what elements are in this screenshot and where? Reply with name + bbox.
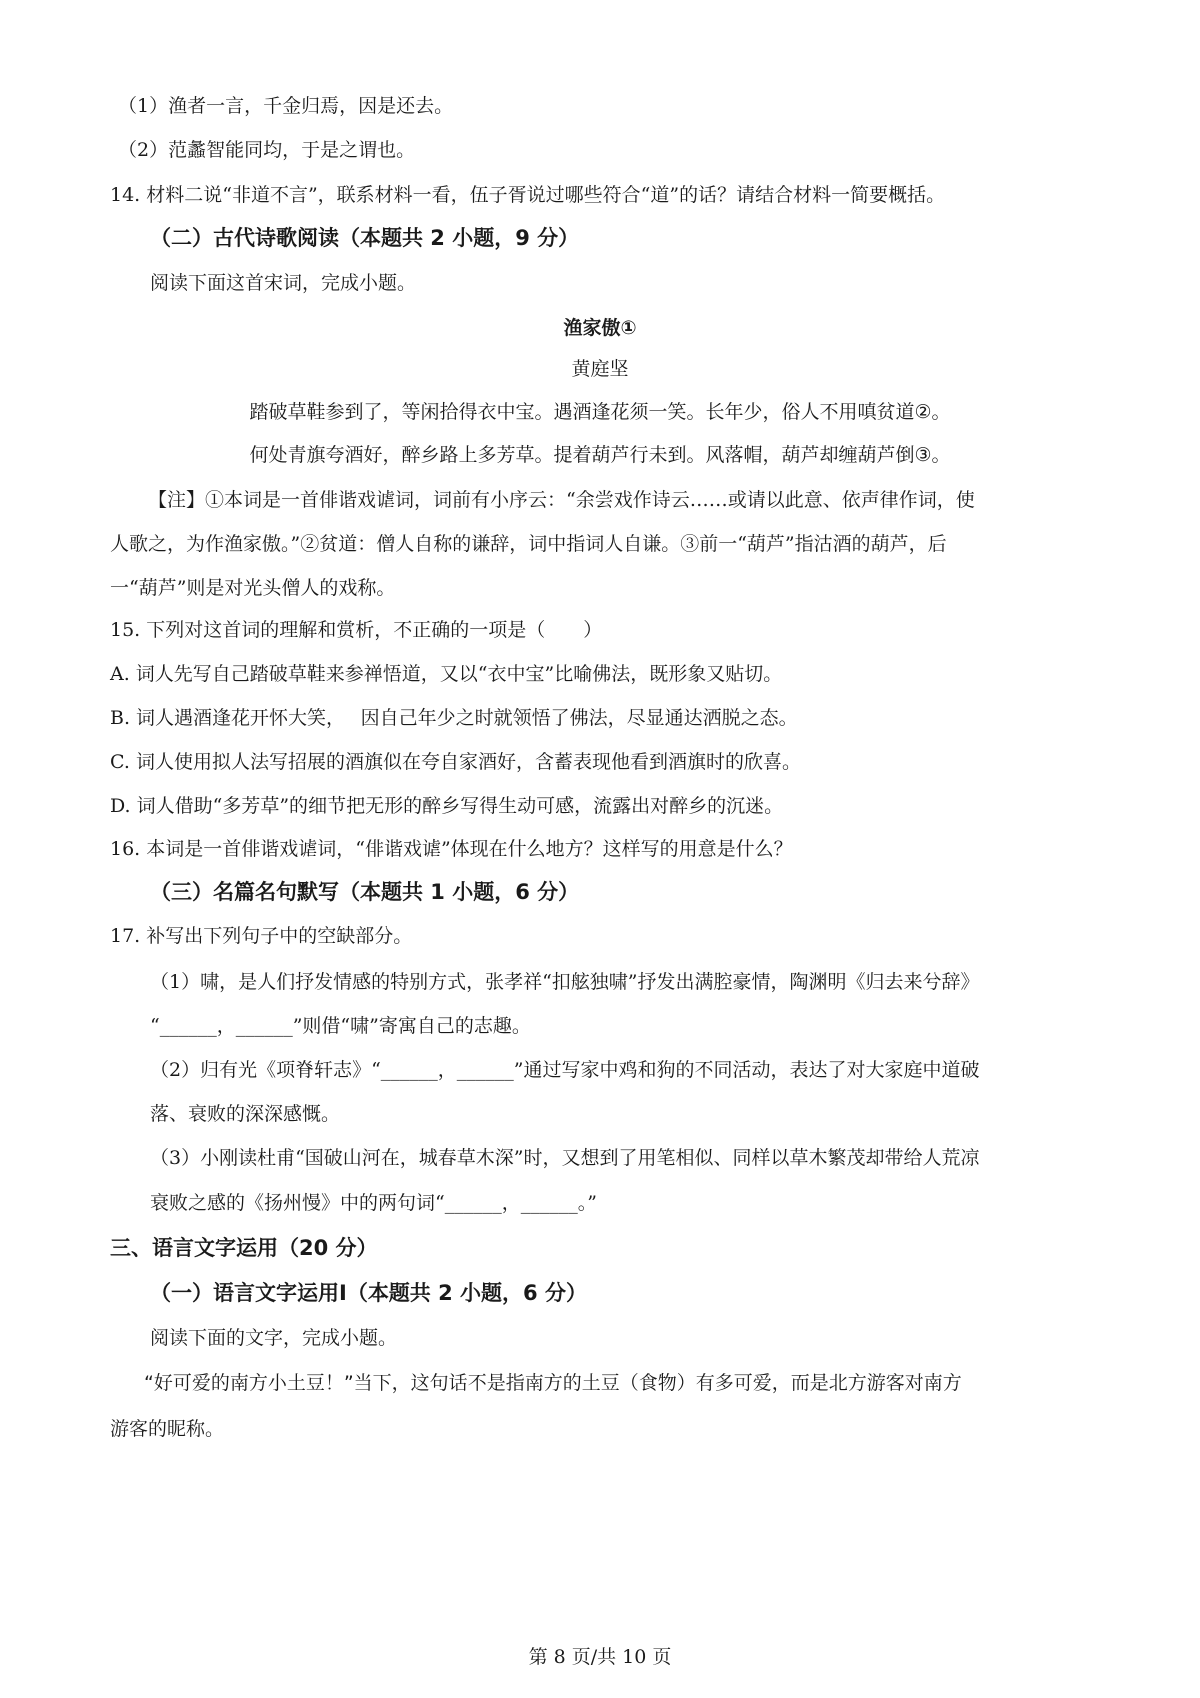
q13-item-1: （1）渔者一言，千金归焉，因是还去。: [118, 95, 454, 117]
page-number-footer: 第 8 页/共 10 页: [528, 1646, 672, 1668]
q17-item-2-line-1: （2）归有光《项脊轩志》“______，______”通过写家中鸡和狗的不同活动，表达了对大家庭中道破: [150, 1059, 980, 1081]
q15-option-b: B. 词人遇酒逢花开怀大笑， 因自己年少之时就领悟了佛法，尽显通达洒脱之态。: [110, 707, 798, 729]
q15-option-a: A. 词人先写自己踏破草鞋来参禅悟道，又以“衣中宝”比喻佛法，既形象又贴切。: [110, 663, 783, 685]
q17-item-2-line-2: 落、衰败的深深感慨。: [150, 1103, 341, 1125]
q17-item-1-line-1: （1）啸，是人们抒发情感的特别方式，张孝祥“扣舷独啸”抒发出满腔豪情，陶渊明《归去来兮辞》: [150, 971, 980, 993]
section-3-heading: （三）名篇名句默写（本题共 1 小题，6 分）: [150, 880, 580, 904]
poem-note-line-3: 一“葫芦”则是对光头僧人的戏称。: [110, 577, 396, 599]
q13-item-2: （2）范蠡智能同均，于是之谓也。: [118, 139, 416, 161]
passage-line-1: “好可爱的南方小土豆！”当下，这句话不是指南方的土豆（食物）有多可爱，而是北方游客对南方: [144, 1372, 962, 1394]
q17-item-3-line-1: （3）小刚读杜甫“国破山河在，城春草木深”时，又想到了用笔相似、同样以草木繁茂却带给人荒凉: [150, 1147, 980, 1169]
section-2-heading: （二）古代诗歌阅读（本题共 2 小题，9 分）: [150, 226, 580, 250]
question-15: 15. 下列对这首词的理解和赏析，不正确的一项是（ ）: [110, 619, 603, 641]
poem-author: 黄庭坚: [571, 358, 629, 380]
section-2-intro: 阅读下面这首宋词，完成小题。: [150, 272, 417, 294]
q17-item-1-line-2: “______，______”则借“啸”寄寓自己的志趣。: [150, 1015, 531, 1037]
q15-option-c: C. 词人使用拟人法写招展的酒旗似在夸自家酒好，含蓄表现他看到酒旗时的欣喜。: [110, 751, 801, 773]
q17-item-3-line-2: 衰败之感的《扬州慢》中的两句词“______，______。”: [150, 1192, 597, 1214]
poem-line-1: 踏破草鞋参到了，等闲拾得衣中宝。遇酒逢花须一笑。长年少，俗人不用嗔贫道②。: [249, 401, 951, 423]
question-14: 14. 材料二说“非道不言”，联系材料一看，伍子胥说过哪些符合“道”的话？请结合材料一简要概括。: [110, 184, 946, 206]
passage-line-2: 游客的昵称。: [110, 1418, 225, 1440]
poem-note-line-2: 人歌之，为作渔家傲。”②贫道：僧人自称的谦辞，词中指词人自谦。③前一“葫芦”指沽酒的葫芦，后: [110, 533, 947, 555]
part-3-intro: 阅读下面的文字，完成小题。: [150, 1327, 398, 1349]
question-16: 16. 本词是一首俳谐戏谑词，“俳谐戏谑”体现在什么地方？这样写的用意是什么？: [110, 838, 793, 860]
poem-note-line-1: 【注】①本词是一首俳谐戏谑词，词前有小序云：“余尝戏作诗云……或请以此意、依声律作词，使: [148, 489, 975, 511]
part-3-heading: 三、语言文字运用（20 分）: [110, 1236, 378, 1260]
poem-title: 渔家傲①: [563, 317, 637, 339]
q15-option-d: D. 词人借助“多芳草”的细节把无形的醉乡写得生动可感，流露出对醉乡的沉迷。: [110, 795, 784, 817]
part-3-subsection-heading: （一）语言文字运用Ⅰ（本题共 2 小题，6 分）: [150, 1281, 587, 1305]
poem-line-2: 何处青旗夸酒好，醉乡路上多芳草。提着葫芦行未到。风落帽，葫芦却缠葫芦倒③。: [249, 444, 951, 466]
question-17: 17. 补写出下列句子中的空缺部分。: [110, 925, 413, 947]
